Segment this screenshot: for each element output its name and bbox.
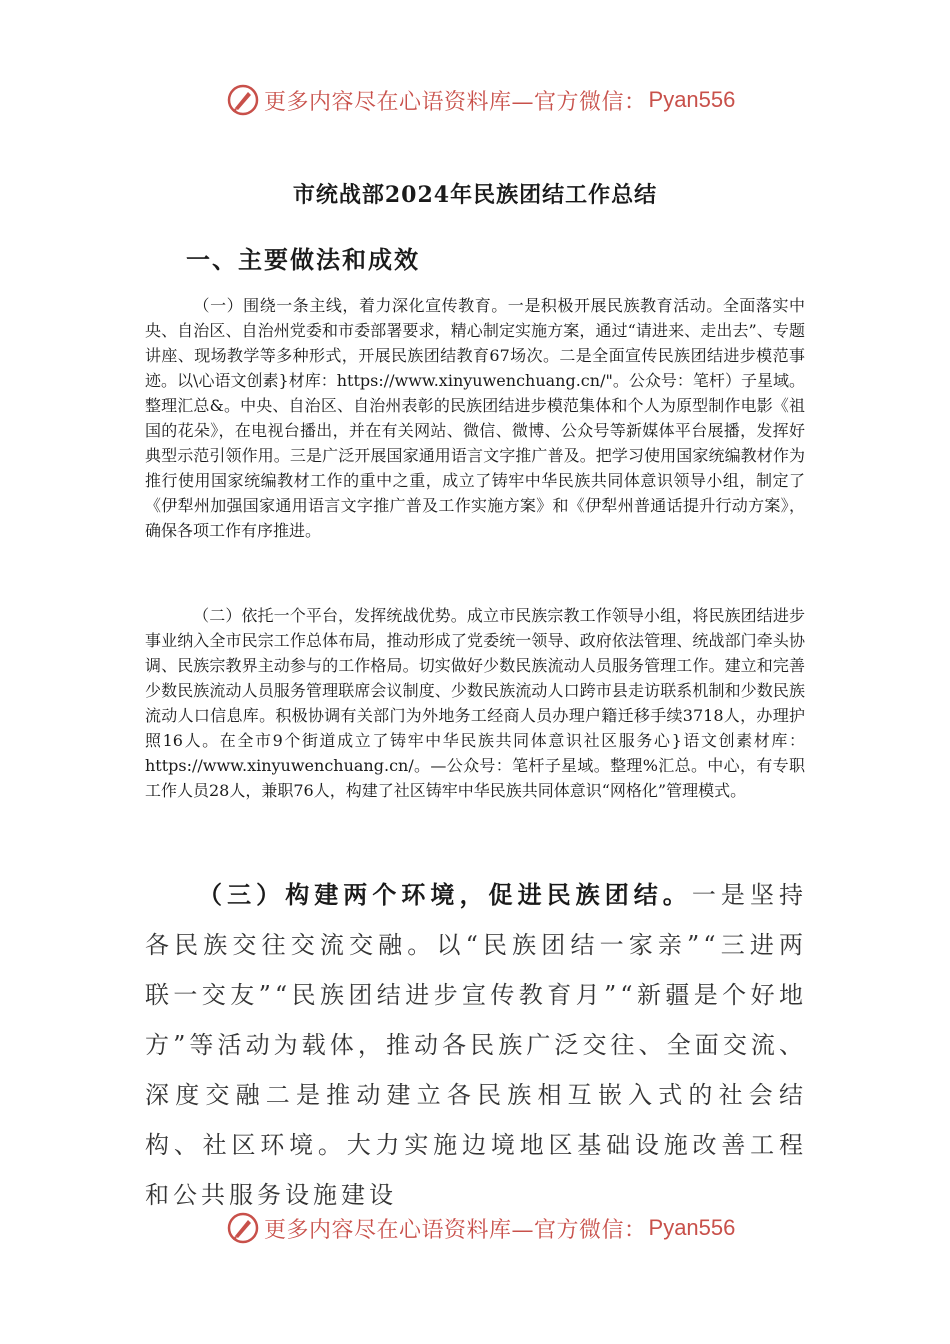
banner-wechat-id: Pyan556 <box>648 1215 736 1240</box>
paragraph-3-text: 一是坚持各民族交往交流交融。以“民族团结一家亲”“三进两联一交友”“民族团结进步宣传教育月”“新疆是个好地方”等活动为载体，推动各民族广泛交往、全面交流、深度交融二是推动建立各民族相互嵌入式的社会结构、社区环境。大力实施边境地区基础设施改善工程和公共服务设施建设 <box>145 881 808 1209</box>
banner-text: 更多内容尽在心语资料库—官方微信： <box>264 89 647 115</box>
paragraph-1-text: （一）围绕一条主线，着力深化宣传教育。一是积极开展民族教育活动。全面落实中央、自治区、自治州党委和市委部署要求，精心制定实施方案，通过“请进来、走出去”、专题讲座、现场教学等多种形式，开展民族团结教育67场次。二是全面宣传民族团结进步模范事迹。以\心语文创素}材库：https://www.xinyuwenchuang.cn/"。公众号：笔杆）子星域。整理汇总&。中央、自治区、自治州表彰的民族团结进步模范集体和个人为原型制作电影《祖国的花朵》，在电视台播出，并在有关网站、微信、微博、公众号等新媒体平台展播，发挥好典型示范引领作用。三是广泛开展国家通用语言文字推广普及。把学习使用国家统编教材作为推行使用国家统编教材工作的重中之重，成立了铸牢中华民族共同体意识领导小组，制定了《伊犁州加强国家通用语言文字推广普及工作实施方案》和《伊犁州普通话提升行动方案》，确保各项工作有序推进。 <box>145 296 805 540</box>
banner-text: 更多内容尽在心语资料库—官方微信： <box>264 1217 647 1243</box>
section-heading: 一、主要做法和成效 <box>186 245 420 274</box>
footer-watermark-banner <box>226 1208 746 1248</box>
pen-logo-icon <box>226 1211 260 1245</box>
paragraph-3-heading: （三）构建两个环境，促进民族团结。 <box>197 880 692 909</box>
header-watermark-banner <box>226 80 746 120</box>
paragraph-3 <box>145 870 807 1220</box>
document-title: 市统战部2024年民族团结工作总结 <box>292 182 658 208</box>
paragraph-2-text: （二）依托一个平台，发挥统战优势。成立市民族宗教工作领导小组，将民族团结进步事业纳入全市民宗工作总体布局，推动形成了党委统一领导、政府依法管理、统战部门牵头协调、民族宗教界主动参与的工作格局。切实做好少数民族流动人员服务管理工作。建立和完善少数民族流动人员服务管理联席会议制度、少数民族流动人口跨市县走访联系机制和少数民族流动人口信息库。积极协调有关部门为外地务工经商人员办理户籍迁移手续3718人，办理护照16人。在全市9个街道成立了铸牢中华民族共同体意识社区服务心}语文创素材库：https://www.xinyuwenchuang.cn/。—公众号：笔杆子星域。整理%汇总。中心，有专职工作人员28人，兼职76人，构建了社区铸牢中华民族共同体意识“网格化”管理模式。 <box>145 606 805 800</box>
pen-logo-icon <box>226 83 260 117</box>
paragraph-1 <box>145 293 805 543</box>
banner-wechat-id: Pyan556 <box>648 87 736 112</box>
paragraph-2 <box>145 603 805 803</box>
